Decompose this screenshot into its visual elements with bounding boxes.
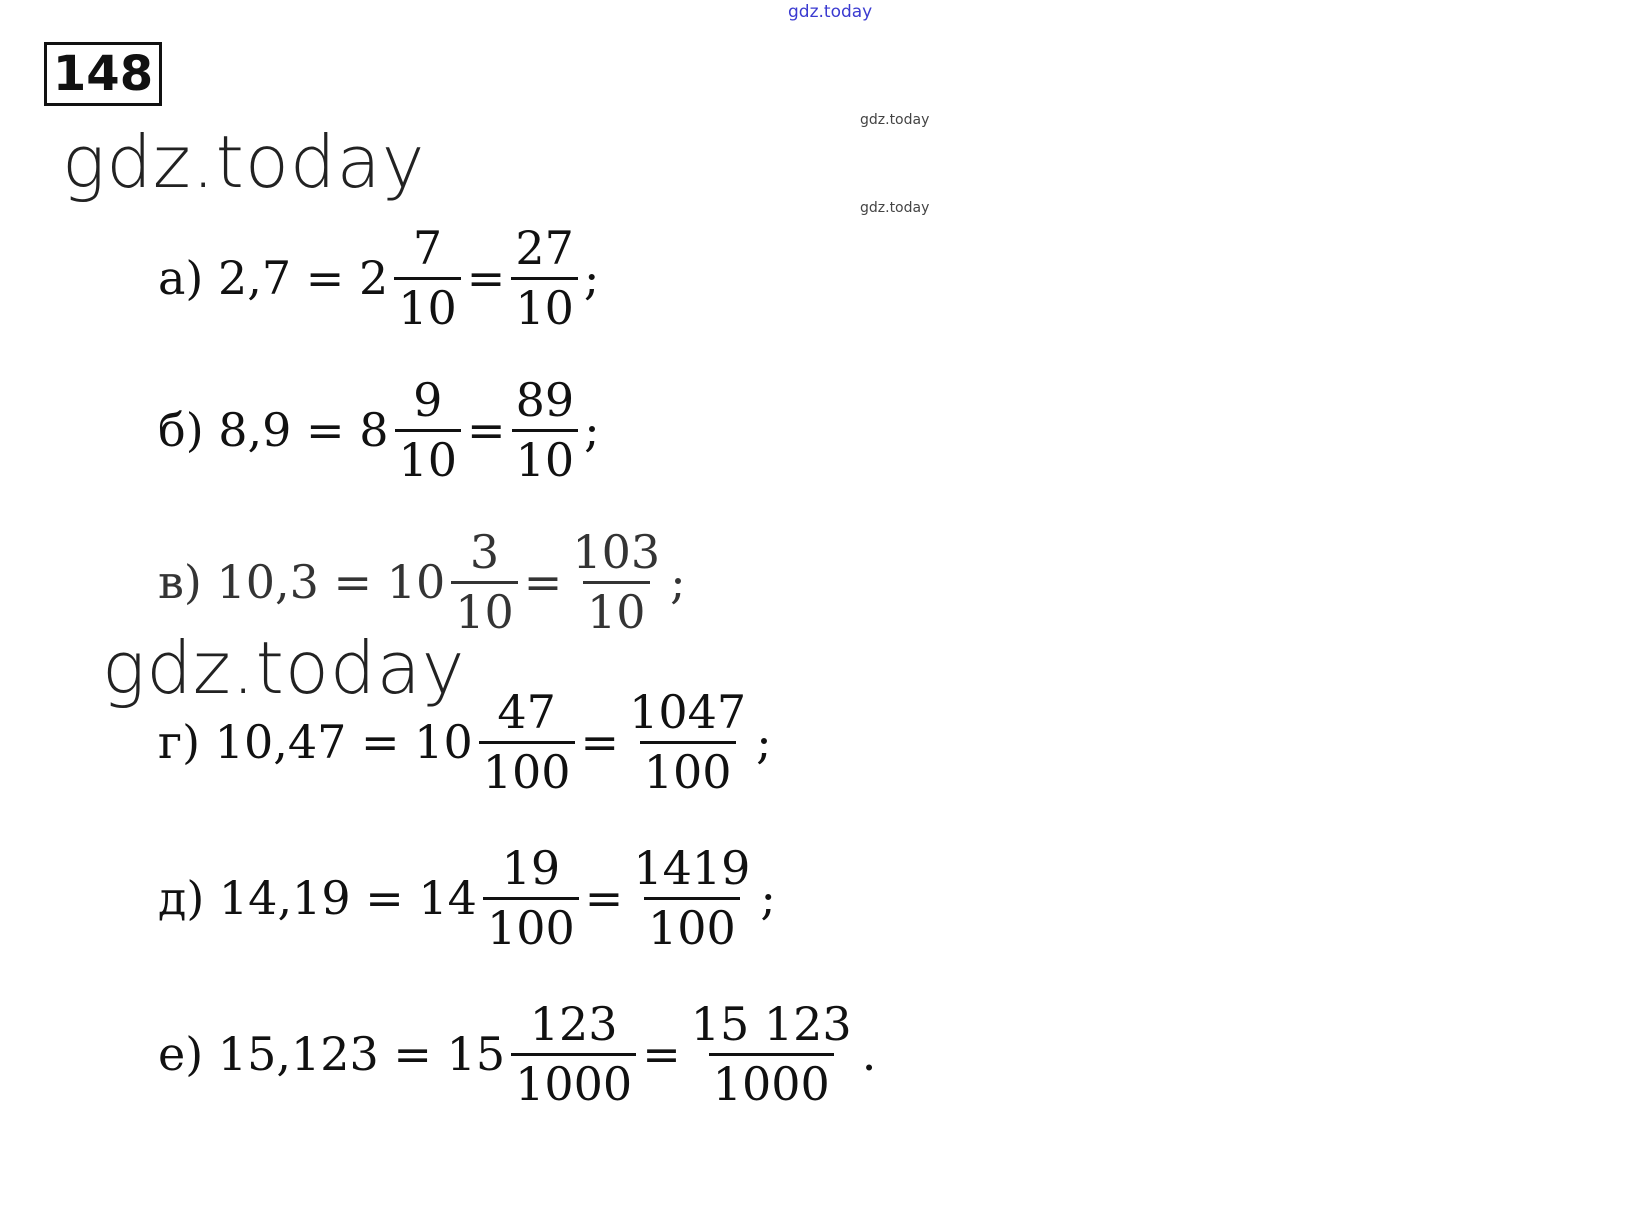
improper-fraction	[512, 373, 579, 487]
decimal-value: 8,9	[218, 403, 292, 457]
numerator: 27	[515, 221, 574, 276]
equation-label: д)	[158, 871, 205, 925]
equals-sign: =	[333, 555, 373, 609]
equation-label: а)	[158, 251, 204, 305]
equals-sign: =	[467, 403, 506, 457]
equals-sign: =	[393, 1027, 432, 1081]
denominator: 10	[583, 581, 650, 636]
equals-sign: =	[365, 871, 404, 925]
numerator: 1047	[629, 685, 747, 740]
punctuation: ;	[583, 251, 600, 305]
equation-label: е)	[158, 1027, 204, 1081]
denominator: 10	[511, 277, 578, 332]
decimal-value: 10,3	[216, 555, 319, 609]
improper-fraction	[568, 525, 664, 639]
mixed-fraction	[451, 525, 518, 639]
mixed-fraction	[394, 221, 461, 335]
punctuation: ;	[760, 871, 776, 925]
watermark-top: gdz.today	[788, 2, 873, 22]
numerator: 9	[413, 373, 443, 428]
denominator: 10	[512, 429, 579, 484]
equals-sign: =	[305, 251, 345, 305]
numerator: 15 123	[690, 997, 852, 1052]
denominator: 100	[483, 897, 579, 952]
equation-e	[158, 984, 876, 1124]
equals-sign: =	[584, 871, 624, 925]
numerator: 123	[529, 997, 618, 1052]
punctuation: ;	[756, 715, 772, 769]
decimal-value: 2,7	[218, 251, 292, 305]
watermark-small: gdz.today	[860, 112, 930, 128]
decimal-value: 14,19	[218, 871, 351, 925]
improper-fraction	[625, 685, 750, 799]
decimal-value: 10,47	[214, 715, 347, 769]
denominator: 100	[479, 741, 575, 796]
denominator: 10	[451, 581, 518, 636]
task-number: 148	[52, 46, 154, 102]
whole-part: 8	[359, 403, 389, 457]
whole-part: 15	[446, 1027, 506, 1081]
task-number-box	[44, 42, 162, 106]
denominator: 1000	[511, 1053, 636, 1108]
numerator: 7	[412, 221, 443, 276]
equals-sign: =	[361, 715, 400, 769]
numerator: 19	[501, 841, 561, 896]
numerator: 47	[497, 685, 556, 740]
numerator: 103	[572, 525, 661, 580]
equation-label: б)	[158, 403, 204, 457]
equation-g	[158, 672, 772, 812]
improper-fraction	[511, 221, 578, 335]
improper-fraction	[687, 997, 856, 1111]
whole-part: 10	[414, 715, 473, 769]
whole-part: 2	[358, 251, 389, 305]
equals-sign: =	[466, 251, 506, 305]
equals-sign: =	[306, 403, 345, 457]
mixed-fraction	[483, 841, 579, 955]
equation-a	[158, 208, 599, 348]
decimal-value: 15,123	[217, 1027, 379, 1081]
denominator: 10	[395, 429, 462, 484]
watermark-large: gdz.today	[102, 626, 466, 710]
denominator: 100	[644, 897, 740, 952]
numerator: 1419	[633, 841, 751, 896]
whole-part: 14	[418, 871, 477, 925]
improper-fraction	[629, 841, 754, 955]
watermark-large: gdz.today	[62, 120, 426, 204]
punctuation: .	[861, 1027, 877, 1081]
equation-d	[158, 828, 776, 968]
mixed-fraction	[479, 685, 575, 799]
punctuation: ;	[670, 555, 686, 609]
denominator: 10	[394, 277, 461, 332]
equals-sign: =	[523, 555, 563, 609]
watermark-small: gdz.today	[860, 200, 930, 216]
equals-sign: =	[580, 715, 620, 769]
denominator: 1000	[709, 1053, 834, 1108]
punctuation: ;	[584, 403, 600, 457]
equation-label: г)	[158, 715, 201, 769]
equation-label: в)	[158, 555, 202, 609]
numerator: 3	[469, 525, 500, 580]
denominator: 100	[640, 741, 736, 796]
whole-part: 10	[386, 555, 446, 609]
mixed-fraction	[511, 997, 636, 1111]
mixed-fraction	[395, 373, 462, 487]
numerator: 89	[515, 373, 575, 428]
equals-sign: =	[642, 1027, 681, 1081]
equation-b	[158, 360, 600, 500]
